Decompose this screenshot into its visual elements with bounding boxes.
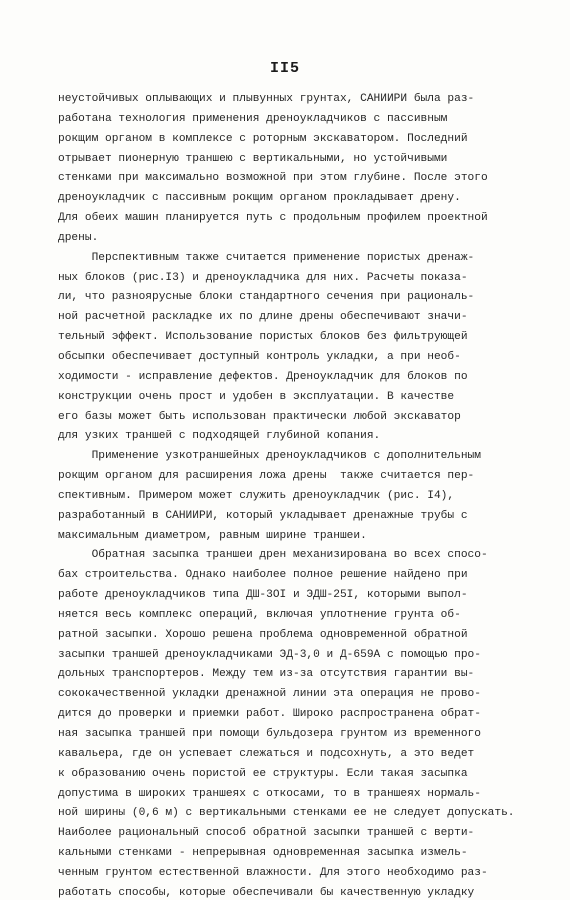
text-line: кавальера, где он успевает слежаться и подсохнуть, а это ведет <box>58 747 475 760</box>
text-line: максимальным диаметром, равным ширине траншеи. <box>58 529 367 542</box>
text-line: ная засыпка траншей при помощи бульдозера грунтом из временного <box>58 728 481 740</box>
text-line: ли, что разноярусные блоки стандартного сечения при рациональ- <box>58 291 475 304</box>
text-line: тельный эффект. Использование пористых блоков без фильтрующей <box>58 331 468 344</box>
text-line: кальными стенками - непрерывная одновременная засыпка измель- <box>58 847 468 860</box>
text-line: к образованию очень пористой ее структуры. Если такая засыпка <box>58 767 468 780</box>
text-line: засыпки траншей дреноукладчиками ЭД-3,0 и Д-659А с помощью про- <box>58 648 481 661</box>
text-line: стенками при максимально возможной при этом глубине. После этого <box>58 172 488 185</box>
text-line: обсыпки обеспечивает доступный контроль укладки, а при необ- <box>58 350 461 363</box>
text-line: рокщим органом в комплексе с роторным экскаватором. Последний <box>58 132 468 145</box>
text-line: дольных транспортеров. Между тем из-за отсутствия гарантии вы- <box>58 668 475 681</box>
text-line: бах строительства. Однако наиболее полное решение найдено при <box>58 569 468 582</box>
text-line: ратной засыпки. Хорошо решена проблема одновременной обратной <box>58 628 468 641</box>
text-line: дится до проверки и приемки работ. Широко распространена обрат- <box>58 708 481 721</box>
body-text <box>58 90 528 904</box>
text-line: Обратная засыпка траншеи дрен механизирована во всех спосо- <box>58 549 488 562</box>
text-line: ченным грунтом естественной влажности. Для этого необходимо раз- <box>58 866 488 879</box>
text-line: работе дреноукладчиков типа ДШ-3ОI и ЭДШ-25I, которыми выпол- <box>58 589 468 602</box>
text-line: Наиболее рациональный способ обратной засыпки траншей с верти- <box>58 827 475 840</box>
text-line: Перспективным также считается применение пористых дренаж- <box>58 251 475 264</box>
text-line: допустима в широких траншеях с откосами, то в траншеях нормаль- <box>58 787 481 800</box>
page-number: II5 <box>269 60 300 77</box>
text-line: дрены. <box>58 231 99 244</box>
text-line: рокщим органом для расширения ложа дрены также считается пер- <box>58 470 475 483</box>
text-line: работана технология применения дреноукладчиков с пассивным <box>58 112 448 125</box>
text-line: дреноукладчик с пассивным рокщим органом прокладывает дрену. <box>58 192 461 205</box>
text-line: ходимости - исправление дефектов. Дреноукладчик для блоков по <box>58 370 468 383</box>
text-line: ной ширины (0,6 м) с вертикальными стенками ее не следует допускать. <box>58 807 515 820</box>
text-line: для узких траншей с подходящей глубиной копания. <box>58 430 381 443</box>
text-line: его базы может быть использован практически любой экскаватор <box>58 410 461 423</box>
text-line: ных блоков (рис.I3) и дреноукладчика для них. Расчеты показа- <box>58 271 468 284</box>
text-line: спективным. Примером может служить дреноукладчик (рис. I4), <box>58 489 455 502</box>
text-line: неустойчивых оплывающих и плывунных грунтах, САНИИРИ была раз- <box>58 93 475 105</box>
text-line: конструкции очень прост и удобен в эксплуатации. В качестве <box>58 390 455 403</box>
text-line: разработанный в САНИИРИ, который укладывает дренажные трубы с <box>58 509 468 522</box>
text-line: отрывает пионерную траншею с вертикальными, но устойчивыми <box>58 152 448 165</box>
text-line: сококачественной укладки дренажной линии эта операция не прово- <box>58 688 481 701</box>
text-line: Для обеих машин планируется путь с продольным профилем проектной <box>58 212 488 225</box>
text-line: Применение узкотраншейных дреноукладчиков с дополнительным <box>58 450 481 463</box>
text-line: ной расчетной раскладке их по длине дрены обеспечивают значи- <box>58 311 468 324</box>
text-line: няется весь комплекс операций, включая уплотнение грунта об- <box>58 608 461 621</box>
text-line: работать способы, которые обеспечивали бы качественную укладку <box>58 886 475 899</box>
